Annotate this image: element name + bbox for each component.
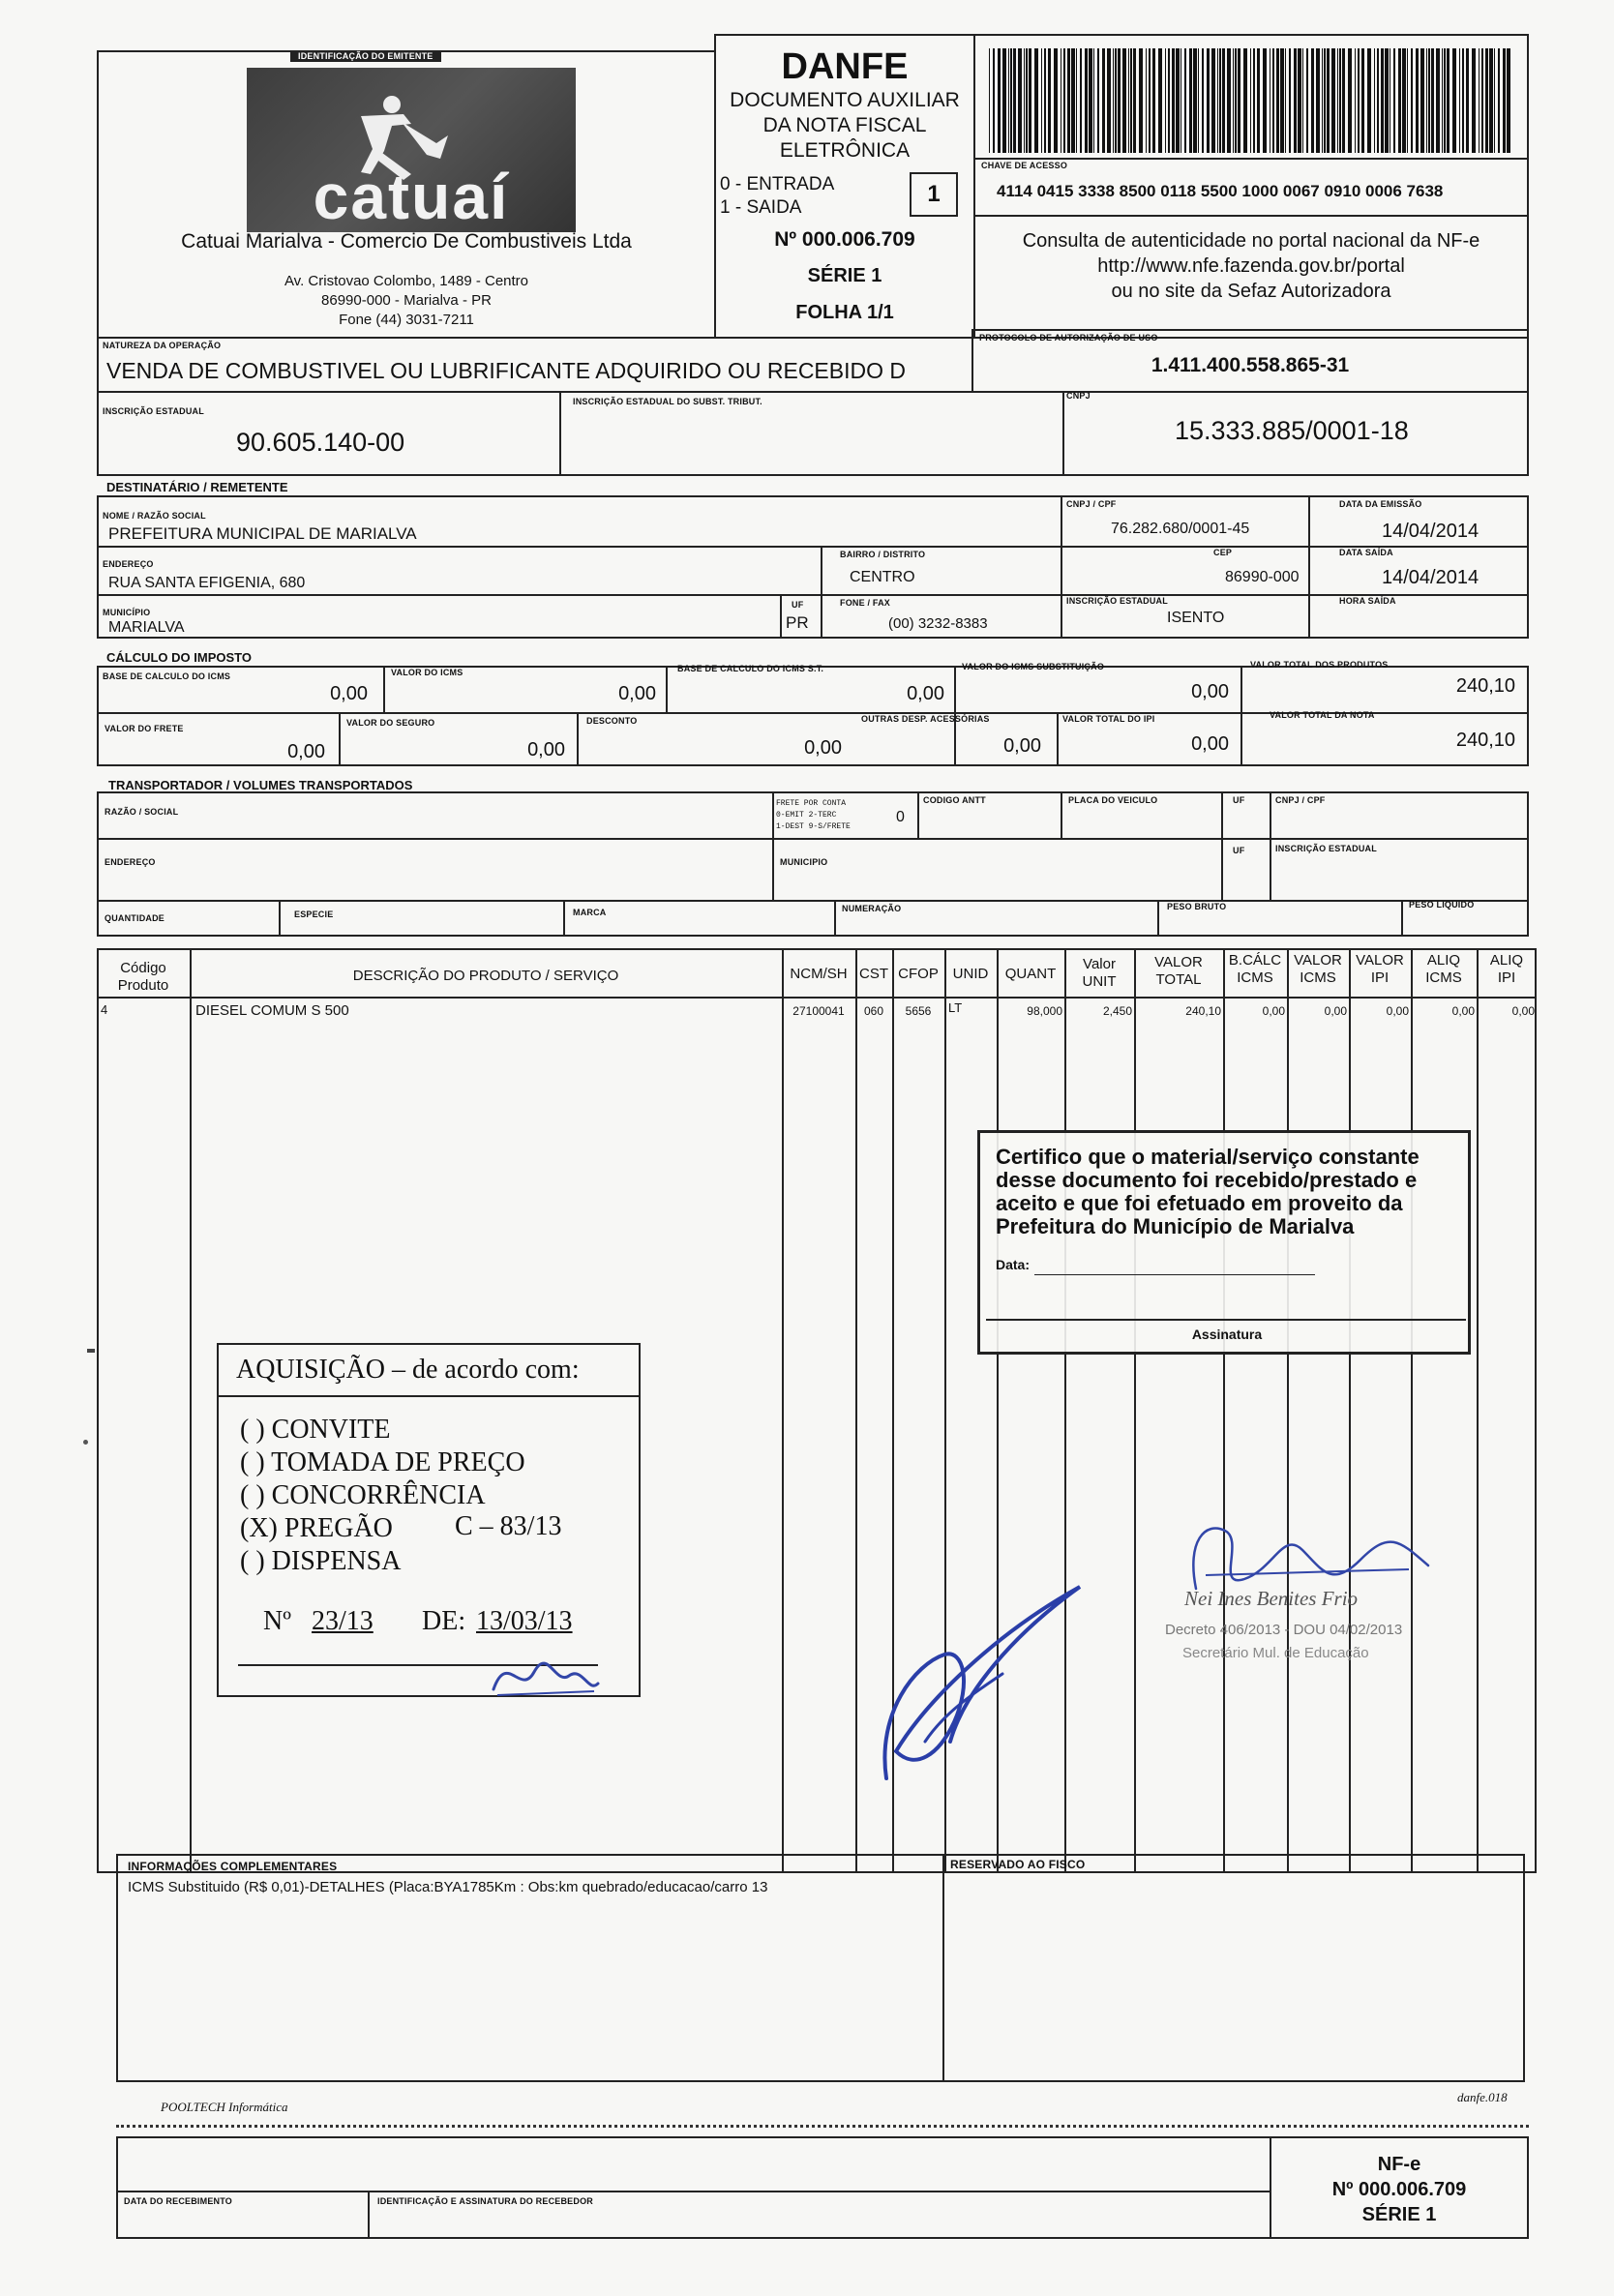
- certifico-stamp: [977, 1130, 1471, 1355]
- v-st-value: 0,00: [1191, 681, 1229, 702]
- danfe-subtitle-1: DOCUMENTO AUXILIAR: [730, 89, 960, 111]
- emitente-label: IDENTIFICAÇÃO DO EMITENTE: [290, 50, 441, 62]
- transp-frete-line-2: 0-EMIT 2-TERC: [776, 811, 837, 820]
- td-aicms: 0,00: [1451, 1004, 1475, 1018]
- th-aipi-2: IPI: [1497, 969, 1516, 986]
- informacoes-label: INFORMAÇÕES COMPLEMENTARES: [128, 1860, 338, 1873]
- canhoto-cut-line: [116, 2125, 1529, 2128]
- danfe-title: DANFE: [781, 46, 909, 87]
- th-aicms-1: ALIQ: [1426, 952, 1461, 969]
- td-vtotal: 240,10: [1185, 1004, 1221, 1018]
- td-codigo: 4: [101, 1002, 108, 1017]
- bc-icms-value: 0,00: [330, 683, 368, 704]
- dest-emissao-value: 14/04/2014: [1382, 521, 1480, 542]
- danfe-folha: FOLHA 1/1: [795, 302, 894, 323]
- consulta-line-1: Consulta de autenticidade no portal nacional da NF-e: [1022, 230, 1480, 252]
- transp-placa-label: PLACA DO VEICULO: [1068, 795, 1158, 805]
- dest-cep-label: CEP: [1213, 548, 1233, 557]
- canhoto-numero: Nº 000.006.709: [1331, 2179, 1467, 2200]
- dest-cnpj-value: 76.282.680/0001-45: [1111, 521, 1250, 537]
- consulta-line-3: ou no site da Sefaz Autorizadora: [1111, 281, 1391, 302]
- scan-mark: [87, 1349, 95, 1353]
- footer-modelo: danfe.018: [1457, 2090, 1508, 2104]
- imposto-section: CÁLCULO DO IMPOSTO: [106, 650, 252, 665]
- emitente-phone: Fone (44) 3031-7211: [339, 312, 474, 328]
- th-vicms-2: ICMS: [1300, 969, 1336, 986]
- th-unid: UNID: [952, 966, 989, 982]
- aquisicao-title: AQUISIÇÃO – de acordo com:: [236, 1355, 580, 1385]
- emitente-city: 86990-000 - Marialva - PR: [321, 292, 492, 309]
- secretario-line-3: Secretário Mul. de Educação: [1182, 1645, 1369, 1661]
- transp-especie-label: ESPECIE: [294, 909, 334, 919]
- aquisicao-opt-4-ref: C – 83/13: [455, 1511, 562, 1541]
- th-bc-1: B.CÁLC: [1228, 952, 1282, 969]
- th-quant: QUANT: [1004, 966, 1057, 982]
- chave-value: 4114 0415 3338 8500 0118 5500 1000 0067 0910 0006 7638: [997, 182, 1444, 200]
- transp-frete-value: 0: [896, 809, 905, 825]
- dest-saida-label: DATA SAÍDA: [1339, 548, 1393, 557]
- td-vicms: 0,00: [1324, 1004, 1347, 1018]
- protocolo-label: PROTOCOLO DE AUTORIZAÇÃO DE USO: [979, 333, 1158, 343]
- certifico-line-4: Prefeitura do Município de Marialva: [996, 1214, 1355, 1238]
- dest-ie-label: INSCRIÇÃO ESTADUAL: [1066, 596, 1168, 606]
- transp-razao-label: RAZÃO / SOCIAL: [105, 807, 179, 817]
- transp-frete-line-1: FRETE POR CONTA: [776, 799, 847, 808]
- ipi-value: 0,00: [1191, 733, 1229, 755]
- th-vunit-1: Valor: [1083, 956, 1116, 972]
- dest-hora-label: HORA SAÍDA: [1339, 596, 1396, 606]
- transp-antt-label: CODIGO ANTT: [923, 795, 986, 805]
- canhoto-nfe: NF-e: [1377, 2154, 1421, 2175]
- secretario-line-2: Decreto 406/2013 - DOU 04/02/2013: [1165, 1622, 1403, 1638]
- td-vipi: 0,00: [1386, 1004, 1409, 1018]
- bc-st-value: 0,00: [907, 683, 944, 704]
- td-cfop: 5656: [905, 1004, 932, 1018]
- aquisicao-de-value: 13/03/13: [476, 1606, 573, 1636]
- th-cst: CST: [859, 966, 888, 982]
- aquisicao-opt-3: ( ) CONCORRÊNCIA: [240, 1480, 486, 1510]
- signature-initials-icon: [488, 1643, 604, 1701]
- seguro-value: 0,00: [527, 739, 565, 760]
- th-aicms-2: ICMS: [1425, 969, 1462, 986]
- th-vtotal-2: TOTAL: [1155, 971, 1202, 988]
- transp-ie-label: INSCRIÇÃO ESTADUAL: [1275, 844, 1377, 853]
- certifico-line-2: desse documento foi recebido/prestado e: [996, 1168, 1418, 1192]
- dest-fone-label: FONE / FAX: [840, 598, 891, 608]
- certifico-line-1: Certifico que o material/serviço constante: [996, 1145, 1420, 1169]
- informacoes-value: ICMS Substituido (R$ 0,01)-DETALHES (Placa:BYA1785Km : Obs:km quebrado/educacao/carro 13: [128, 1879, 768, 1895]
- th-codigo-1: Código: [120, 960, 166, 976]
- danfe-saida: 1 - SAIDA: [720, 197, 802, 218]
- dest-cnpj-label: CNPJ / CPF: [1066, 499, 1117, 509]
- ipi-label: VALOR TOTAL DO IPI: [1062, 714, 1155, 724]
- transp-liquido-label: PESO LIQUIDO: [1409, 900, 1475, 909]
- natureza-label: NATUREZA DA OPERAÇÃO: [103, 341, 222, 350]
- danfe-tipo-box: 1: [910, 172, 958, 217]
- v-prod-label: VALOR TOTAL DOS PRODUTOS: [1250, 660, 1389, 670]
- th-vipi-2: IPI: [1370, 969, 1390, 986]
- emitente-name: Catuai Marialva - Comercio De Combustiveis Ltda: [181, 230, 632, 253]
- transp-marca-label: MARCA: [573, 908, 607, 917]
- dest-emissao-label: DATA DA EMISSÃO: [1339, 499, 1422, 509]
- dest-bairro-value: CENTRO: [850, 569, 915, 585]
- secretario-line-1: Nei Ines Benites Frio: [1184, 1587, 1359, 1610]
- bc-icms-label: BASE DE CALCULO DO ICMS: [103, 671, 231, 681]
- protocolo-value: 1.411.400.558.865-31: [1151, 354, 1350, 376]
- consulta-line-2: http://www.nfe.fazenda.gov.br/portal: [1097, 255, 1405, 277]
- aquisicao-num-label: Nº: [263, 1606, 291, 1636]
- transp-uf2-label: UF: [1233, 846, 1245, 855]
- transp-qtd-label: QUANTIDADE: [105, 913, 164, 923]
- seguro-label: VALOR DO SEGURO: [346, 718, 435, 728]
- danfe-subtitle-2: DA NOTA FISCAL: [762, 114, 927, 136]
- desconto-value: 0,00: [804, 737, 842, 759]
- dest-bairro-label: BAIRRO / DISTRITO: [840, 550, 926, 559]
- th-vipi-1: VALOR: [1356, 952, 1404, 969]
- aquisicao-opt-5: ( ) DISPENSA: [240, 1546, 402, 1576]
- th-descricao: DESCRIÇÃO DO PRODUTO / SERVIÇO: [352, 968, 619, 984]
- chave-label: CHAVE DE ACESSO: [981, 161, 1068, 170]
- canhoto-identificacao-label: IDENTIFICAÇÃO E ASSINATURA DO RECEBEDOR: [377, 2196, 593, 2206]
- v-icms-value: 0,00: [618, 683, 656, 704]
- dest-fone-value: (00) 3232-8383: [888, 615, 988, 632]
- certifico-data-label: Data:: [996, 1257, 1031, 1272]
- aquisicao-num-value: 23/13: [312, 1606, 374, 1636]
- emitente-address: Av. Cristovao Colombo, 1489 - Centro: [284, 273, 529, 289]
- v-icms-label: VALOR DO ICMS: [391, 668, 463, 677]
- dest-municipio-value: MARIALVA: [108, 619, 185, 636]
- ie-value: 90.605.140-00: [236, 428, 405, 457]
- aquisicao-de-label: DE:: [422, 1606, 466, 1636]
- outras-label: OUTRAS DESP. ACESSÓRIAS: [861, 714, 990, 724]
- logo-text: catuaí: [313, 161, 510, 232]
- dest-nome-label: NOME / RAZÃO SOCIAL: [103, 511, 206, 521]
- cnpj-emitente-label: CNPJ: [1066, 391, 1091, 401]
- dest-endereco-label: ENDEREÇO: [103, 559, 154, 569]
- signature-blue-icon: [857, 1548, 1109, 1800]
- catuai-logo: [247, 68, 576, 232]
- desconto-label: DESCONTO: [586, 716, 638, 726]
- dest-uf-label: UF: [792, 600, 804, 610]
- danfe-entrada: 0 - ENTRADA: [720, 174, 835, 194]
- transportador-section: TRANSPORTADOR / VOLUMES TRANSPORTADOS: [108, 778, 413, 792]
- aquisicao-opt-4: (X) PREGÃO: [240, 1513, 393, 1543]
- transp-cnpj-label: CNPJ / CPF: [1275, 795, 1326, 805]
- th-ncm: NCM/SH: [790, 966, 848, 982]
- th-bc-2: ICMS: [1237, 969, 1273, 986]
- footer-software: POOLTECH Informática: [161, 2100, 288, 2114]
- certifico-line-3: aceito e que foi efetuado em proveito da: [996, 1191, 1403, 1215]
- destinatario-box: [97, 495, 1529, 639]
- td-cst: 060: [863, 1004, 884, 1018]
- certifico-assinatura-label: Assinatura: [1191, 1327, 1263, 1342]
- outras-value: 0,00: [1003, 735, 1041, 757]
- dest-ie-value: ISENTO: [1167, 610, 1225, 626]
- td-unid: LT: [948, 1000, 963, 1015]
- canhoto-serie: SÉRIE 1: [1361, 2204, 1437, 2225]
- danfe-numero: Nº 000.006.709: [774, 228, 915, 251]
- transp-endereco-label: ENDEREÇO: [105, 857, 156, 867]
- th-codigo-2: Produto: [117, 977, 169, 994]
- signature-secretario-icon: [1148, 1502, 1438, 1608]
- cnpj-emitente-value: 15.333.885/0001-18: [1175, 416, 1409, 445]
- ie-label: INSCRIÇÃO ESTADUAL: [103, 406, 204, 416]
- th-cfop: CFOP: [898, 966, 939, 982]
- transp-uf-label: UF: [1233, 795, 1245, 805]
- dest-cep-value: 86990-000: [1225, 569, 1300, 585]
- nota-label: VALOR TOTAL DA NOTA: [1270, 710, 1375, 720]
- ie-st-label: INSCRIÇÃO ESTADUAL DO SUBST. TRIBUT.: [573, 397, 762, 406]
- bc-st-label: BASE DE CALCULO DO ICMS S.T.: [677, 664, 824, 673]
- fisco-label: RESERVADO AO FISCO: [950, 1858, 1086, 1871]
- frete-label: VALOR DO FRETE: [105, 724, 184, 733]
- td-aipi: 0,00: [1511, 1004, 1535, 1018]
- td-descricao: DIESEL COMUM S 500: [195, 1002, 349, 1019]
- dest-uf-value: PR: [786, 613, 809, 632]
- danfe-subtitle-3: ELETRÔNICA: [779, 139, 911, 162]
- dest-nome-value: PREFEITURA MUNICIPAL DE MARIALVA: [108, 524, 417, 543]
- dest-saida-value: 14/04/2014: [1382, 567, 1480, 588]
- aquisicao-opt-1: ( ) CONVITE: [240, 1415, 391, 1445]
- th-vunit-2: UNIT: [1082, 973, 1117, 990]
- nota-value: 240,10: [1455, 730, 1515, 751]
- v-st-label: VALOR DO ICMS SUBSTITUIÇÃO: [962, 662, 1105, 671]
- v-prod-value: 240,10: [1455, 675, 1515, 697]
- destinatario-section: DESTINATÁRIO / REMETENTE: [106, 480, 288, 494]
- dest-endereco-value: RUA SANTA EFIGENIA, 680: [108, 575, 306, 591]
- td-quant: 98,000: [1027, 1004, 1062, 1018]
- th-aipi-1: ALIQ: [1489, 952, 1524, 969]
- canhoto-recebimento-label: DATA DO RECEBIMENTO: [124, 2196, 232, 2206]
- transp-frete-line-3: 1-DEST 9-S/FRETE: [776, 822, 851, 831]
- natureza-value: VENDA DE COMBUSTIVEL OU LUBRIFICANTE ADQUIRIDO OU RECEBIDO D: [106, 358, 907, 383]
- frete-value: 0,00: [287, 741, 325, 762]
- td-bc: 0,00: [1262, 1004, 1285, 1018]
- td-ncm: 27100041: [792, 1004, 845, 1018]
- aquisicao-opt-2: ( ) TOMADA DE PREÇO: [240, 1447, 525, 1477]
- transp-bruto-label: PESO BRUTO: [1167, 902, 1227, 911]
- td-vunit: 2,450: [1102, 1004, 1132, 1018]
- th-vtotal-1: VALOR: [1154, 954, 1203, 970]
- barcode-icon: [989, 48, 1511, 153]
- th-vicms-1: VALOR: [1294, 952, 1342, 969]
- danfe-serie: SÉRIE 1: [807, 265, 882, 286]
- dest-municipio-label: MUNICÍPIO: [103, 608, 151, 617]
- transp-municipio-label: MUNICIPIO: [780, 857, 828, 867]
- transp-numeracao-label: NUMERAÇÃO: [842, 904, 902, 913]
- scan-mark: [83, 1440, 88, 1445]
